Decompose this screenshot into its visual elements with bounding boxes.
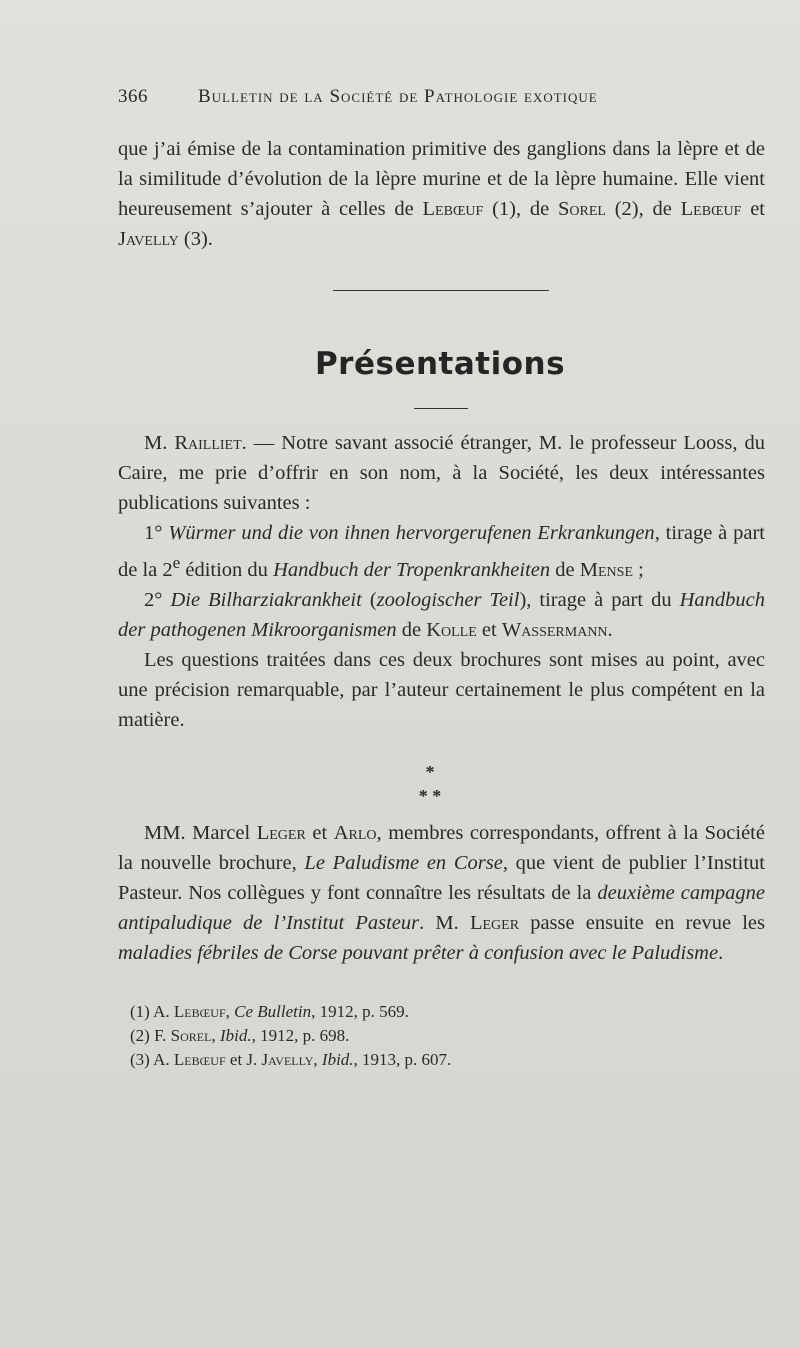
footnote-source: Ce Bulletin <box>234 1002 312 1021</box>
campaign-title: deuxième campagne antipaludique de l’Institut Pasteur <box>118 882 766 934</box>
leger-text: . M. <box>419 912 470 934</box>
leger-text: , membres correspondants, offrent à la Société la nouvelle brochure, <box>118 822 765 874</box>
presentations-body <box>118 428 765 735</box>
footnote-rest: , 1912, p. 569. <box>311 1002 409 1021</box>
footnote-rest: , 1913, p. 607. <box>353 1050 452 1069</box>
intro-text: et <box>741 198 765 220</box>
superscript: e <box>172 553 181 572</box>
leger-text: , que vient de publier l’Institut Pasteur. Nos collègues y font connaître les résultats de la <box>118 852 765 904</box>
leger-paragraph <box>118 818 765 968</box>
author-name: Mense <box>579 558 633 581</box>
author-name: Javelly <box>261 1050 314 1069</box>
author-name: Javelly <box>118 228 179 250</box>
footnote-rest: , 1912, p. 698. <box>251 1026 350 1045</box>
item-number: 1° <box>144 522 169 544</box>
railliet-paragraph <box>118 428 765 518</box>
item-text: ( <box>361 588 377 611</box>
item-text: ), tirage à part du <box>519 588 680 611</box>
footnote-source: Ibid. <box>321 1050 354 1069</box>
running-title: Bulletin de la Société de Pathologie exotique <box>198 86 598 107</box>
asterism-separator <box>400 760 460 808</box>
publication-title: Würmer und die von ihnen hervorgerufenen Erkrankungen <box>168 522 655 544</box>
author-name: Kolle <box>426 618 477 641</box>
author-name: Lebœuf <box>173 1002 226 1021</box>
footnote-mark: (1) A. <box>130 1002 174 1021</box>
asterism-bottom: * * <box>418 786 442 806</box>
railliet-text: . — Notre savant associé étranger, M. le professeur Looss, du Caire, me prie d’offrir en son nom, à la Société, les deux intéressantes publications suivantes : <box>118 432 765 514</box>
item-text: ; <box>633 558 644 581</box>
publication-title: Die Bilharziakrankheit <box>170 588 362 611</box>
author-name: Lebœuf <box>680 198 742 220</box>
item-text: . <box>607 618 613 641</box>
leger-text: passe ensuite en revue les <box>519 912 765 934</box>
author-name: Arlo <box>333 822 377 844</box>
author-name: Leger <box>256 822 306 844</box>
footnote-mark: (3) A. <box>130 1050 174 1069</box>
author-name: Sorel <box>558 198 606 220</box>
item-text: , tirage à part de la 2 <box>118 522 766 581</box>
footnote-3 <box>130 1048 690 1072</box>
item-text: et <box>476 618 502 641</box>
publication-subtitle: zoologischer Teil <box>376 588 520 611</box>
section-divider <box>333 290 549 291</box>
intro-text: (3). <box>178 228 213 250</box>
item-text: de <box>550 558 580 581</box>
intro-text: (1), de <box>483 198 558 220</box>
author-name: Lebœuf <box>422 198 484 220</box>
asterism-top: * <box>425 762 435 782</box>
railliet-conclusion: Les questions traitées dans ces deux brochures sont mises au point, avec une précision remarquable, par l’auteur certainement le plus compétent en la matière. <box>118 648 765 731</box>
publication-item-1 <box>118 518 765 585</box>
author-name: Railliet <box>174 432 242 454</box>
leger-text: et <box>305 822 334 844</box>
railliet-lead: M. <box>144 432 175 454</box>
running-header <box>118 86 680 108</box>
intro-paragraph <box>118 134 765 254</box>
book-title: Handbuch der Tropenkrankheiten <box>273 558 551 581</box>
footnote-sep: , <box>313 1050 322 1069</box>
footnote-mid: et J. <box>225 1050 262 1069</box>
item-number: 2° <box>144 588 171 611</box>
footnote-source: Ibid. <box>219 1026 252 1045</box>
author-name: Sorel <box>170 1026 212 1045</box>
footnote-mark: (2) F. <box>130 1026 171 1045</box>
author-name: Lebœuf <box>173 1050 226 1069</box>
book-title: Handbuch der pathogenen Mikroorganismen <box>118 588 765 641</box>
author-name: Leger <box>469 912 520 934</box>
section-title: Présentations <box>314 346 566 382</box>
footnote-sep: , <box>211 1026 220 1045</box>
footnote-1 <box>130 1000 690 1024</box>
intro-text: (2), de <box>605 198 681 220</box>
leger-text: MM. Marcel <box>144 822 257 844</box>
item-text: de <box>396 618 427 641</box>
leger-text: . <box>718 942 724 964</box>
item-text: édition du <box>180 558 274 581</box>
footnote-2 <box>130 1024 690 1048</box>
publication-item-2 <box>118 585 765 645</box>
author-name: Wassermann <box>501 618 608 641</box>
brochure-title: Le Paludisme en Corse <box>304 852 503 874</box>
page-number: 366 <box>118 86 148 107</box>
footnote-sep: , <box>225 1002 235 1021</box>
topic-title: maladies fébriles de Corse pouvant prêter à confusion avec le Paludisme <box>118 942 719 964</box>
footnotes <box>130 1000 690 1072</box>
title-underline <box>414 408 468 409</box>
intro-text: que j’ai émise de la contamination primitive des ganglions dans la lèpre et de la similitude d’évolution de la lèpre murine et de la lèpre humaine. Elle vient heureusement s’ajouter à celles de <box>118 138 765 220</box>
